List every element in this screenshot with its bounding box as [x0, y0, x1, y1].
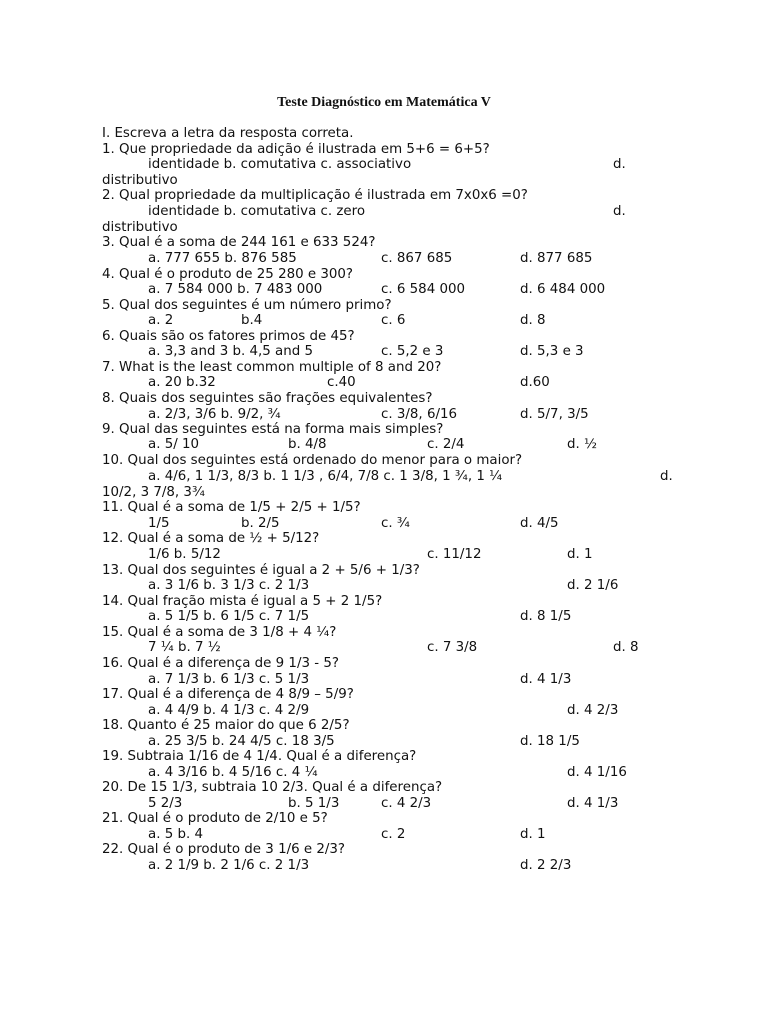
answer-option: d. 1 [567, 547, 593, 562]
question-line [0, 811, 768, 827]
answer-options-line [0, 469, 768, 485]
answer-options-line [0, 640, 768, 656]
question-line [0, 126, 768, 142]
answer-options-line [0, 516, 768, 532]
answer-option: a. 2/3, 3/6 b. 9/2, ¾ [148, 407, 281, 422]
answer-option: d. 877 685 [520, 251, 593, 266]
answer-option: d. 8 1/5 [520, 609, 572, 624]
answer-options-line [0, 407, 768, 423]
answer-options-line [0, 375, 768, 391]
question-line [0, 142, 768, 158]
question-line [0, 391, 768, 407]
answer-option: d. 4 1/16 [567, 765, 627, 780]
question-line [0, 842, 768, 858]
answer-options-line [0, 344, 768, 360]
question-line [0, 625, 768, 641]
question-line [0, 531, 768, 547]
answer-options-line [0, 672, 768, 688]
question-line [0, 188, 768, 204]
line-text: 8. Quais dos seguintes são frações equivalentes? [102, 391, 433, 406]
line-text: 10/2, 3 7/8, 3¾ [102, 485, 205, 500]
line-text: 4. Qual é o produto de 25 280 e 300? [102, 267, 354, 282]
answer-options-line [0, 765, 768, 781]
line-text: 20. De 15 1/3, subtraia 10 2/3. Qual é a diferença? [102, 780, 443, 795]
answer-option: d. 2 1/6 [567, 578, 619, 593]
question-line [0, 220, 768, 236]
answer-option: a. 20 b.32 [148, 375, 216, 390]
answer-option: d. 5,3 e 3 [520, 344, 584, 359]
answer-option: d. 1 [520, 827, 546, 842]
line-text: 21. Qual é o produto de 2/10 e 5? [102, 811, 328, 826]
answer-option: a. 5 1/5 b. 6 1/5 c. 7 1/5 [148, 609, 310, 624]
answer-option: c. ¾ [381, 516, 410, 531]
question-line [0, 780, 768, 796]
answer-option: 5 2/3 [148, 796, 183, 811]
answer-option: 7 ¼ b. 7 ½ [148, 640, 221, 655]
line-text: 7. What is the least common multiple of 8 and 20? [102, 360, 442, 375]
question-line [0, 453, 768, 469]
line-text: 14. Qual fração mista é igual a 5 + 2 1/5? [102, 594, 383, 609]
answer-option: c. 6 [381, 313, 406, 328]
line-text: 18. Quanto é 25 maior do que 6 2/5? [102, 718, 350, 733]
answer-option: d. [613, 204, 626, 219]
line-text: 9. Qual das seguintes está na forma mais simples? [102, 422, 444, 437]
question-line [0, 235, 768, 251]
answer-option: c. 2 [381, 827, 406, 842]
question-line [0, 718, 768, 734]
answer-option: d. [660, 469, 673, 484]
answer-options-line [0, 157, 768, 173]
question-line [0, 485, 768, 501]
answer-option: c.40 [327, 375, 356, 390]
question-line [0, 656, 768, 672]
answer-options-line [0, 437, 768, 453]
question-line [0, 329, 768, 345]
answer-option: c. 2/4 [427, 437, 465, 452]
answer-option: identidade b. comutativa c. zero [148, 204, 366, 219]
answer-option: d. ½ [567, 437, 597, 452]
answer-option: d. 2 2/3 [520, 858, 572, 873]
answer-options-line [0, 858, 768, 874]
answer-option: a. 3 1/6 b. 3 1/3 c. 2 1/3 [148, 578, 310, 593]
answer-option: c. 7 3/8 [427, 640, 478, 655]
answer-options-line [0, 703, 768, 719]
question-line [0, 422, 768, 438]
answer-option: d.60 [520, 375, 550, 390]
answer-option: a. 7 584 000 b. 7 483 000 [148, 282, 323, 297]
answer-option: c. 4 2/3 [381, 796, 432, 811]
answer-option: a. 2 [148, 313, 174, 328]
line-text: I. Escreva a letra da resposta correta. [102, 126, 354, 141]
answer-option: d. 8 [520, 313, 546, 328]
answer-options-line [0, 734, 768, 750]
line-text: distributivo [102, 173, 178, 188]
line-text: 5. Qual dos seguintes é um número primo? [102, 298, 392, 313]
answer-option: d. 6 484 000 [520, 282, 606, 297]
answer-option: d. 4 1/3 [520, 672, 572, 687]
line-text: 6. Quais são os fatores primos de 45? [102, 329, 355, 344]
answer-options-line [0, 204, 768, 220]
question-line [0, 749, 768, 765]
answer-option: a. 7 1/3 b. 6 1/3 c. 5 1/3 [148, 672, 310, 687]
answer-option: a. 4 3/16 b. 4 5/16 c. 4 ¼ [148, 765, 318, 780]
answer-option: c. 11/12 [427, 547, 482, 562]
answer-option: a. 3,3 and 3 b. 4,5 and 5 [148, 344, 314, 359]
line-text: 17. Qual é a diferença de 4 8/9 – 5/9? [102, 687, 354, 702]
question-line [0, 594, 768, 610]
answer-option: c. 6 584 000 [381, 282, 466, 297]
answer-options-line [0, 796, 768, 812]
answer-options-line [0, 251, 768, 267]
line-text: 3. Qual é a soma de 244 161 e 633 524? [102, 235, 376, 250]
question-line [0, 267, 768, 283]
document-title: Teste Diagnóstico em Matemática V [277, 95, 491, 110]
answer-option: a. 2 1/9 b. 2 1/6 c. 2 1/3 [148, 858, 310, 873]
line-text: 22. Qual é o produto de 3 1/6 e 2/3? [102, 842, 346, 857]
answer-option: a. 4 4/9 b. 4 1/3 c. 4 2/9 [148, 703, 310, 718]
answer-option: d. [613, 157, 626, 172]
line-text: 19. Subtraia 1/16 de 4 1/4. Qual é a diferença? [102, 749, 417, 764]
answer-option: b. 5 1/3 [288, 796, 340, 811]
answer-option: a. 777 655 b. 876 585 [148, 251, 297, 266]
line-text: distributivo [102, 220, 178, 235]
answer-option: c. 867 685 [381, 251, 453, 266]
answer-options-line [0, 578, 768, 594]
answer-options-line [0, 313, 768, 329]
line-text: 11. Qual é a soma de 1/5 + 2/5 + 1/5? [102, 500, 361, 515]
question-line [0, 298, 768, 314]
answer-option: d. 4 1/3 [567, 796, 619, 811]
answer-option: d. 4 2/3 [567, 703, 619, 718]
answer-option: a. 25 3/5 b. 24 4/5 c. 18 3/5 [148, 734, 335, 749]
line-text: 16. Qual é a diferença de 9 1/3 - 5? [102, 656, 339, 671]
answer-option: c. 5,2 e 3 [381, 344, 444, 359]
answer-options-line [0, 609, 768, 625]
answer-options-line [0, 547, 768, 563]
answer-option: d. 8 [613, 640, 639, 655]
answer-option: d. 5/7, 3/5 [520, 407, 589, 422]
line-text: 15. Qual é a soma de 3 1/8 + 4 ¼? [102, 625, 337, 640]
line-text: 2. Qual propriedade da multiplicação é ilustrada em 7x0x6 =0? [102, 188, 528, 203]
line-text: 10. Qual dos seguintes está ordenado do menor para o maior? [102, 453, 523, 468]
answer-option: 1/6 b. 5/12 [148, 547, 221, 562]
answer-option: c. 3/8, 6/16 [381, 407, 458, 422]
answer-option: 1/5 [148, 516, 170, 531]
question-line [0, 687, 768, 703]
answer-option: a. 4/6, 1 1/3, 8/3 b. 1 1/3 , 6/4, 7/8 c. 1 3/8, 1 ¾, 1 ¼ [148, 469, 503, 484]
answer-option: b. 4/8 [288, 437, 327, 452]
answer-options-line [0, 282, 768, 298]
answer-option: identidade b. comutativa c. associativo [148, 157, 412, 172]
question-line [0, 563, 768, 579]
line-text: 1. Que propriedade da adição é ilustrada em 5+6 = 6+5? [102, 142, 490, 157]
question-line [0, 500, 768, 516]
answer-option: d. 18 1/5 [520, 734, 580, 749]
question-line [0, 173, 768, 189]
answer-option: b. 2/5 [241, 516, 280, 531]
answer-options-line [0, 827, 768, 843]
answer-option: a. 5 b. 4 [148, 827, 204, 842]
question-line [0, 360, 768, 376]
answer-option: a. 5/ 10 [148, 437, 200, 452]
answer-option: d. 4/5 [520, 516, 559, 531]
line-text: 12. Qual é a soma de ½ + 5/12? [102, 531, 320, 546]
line-text: 13. Qual dos seguintes é igual a 2 + 5/6 + 1/3? [102, 563, 420, 578]
answer-option: b.4 [241, 313, 263, 328]
